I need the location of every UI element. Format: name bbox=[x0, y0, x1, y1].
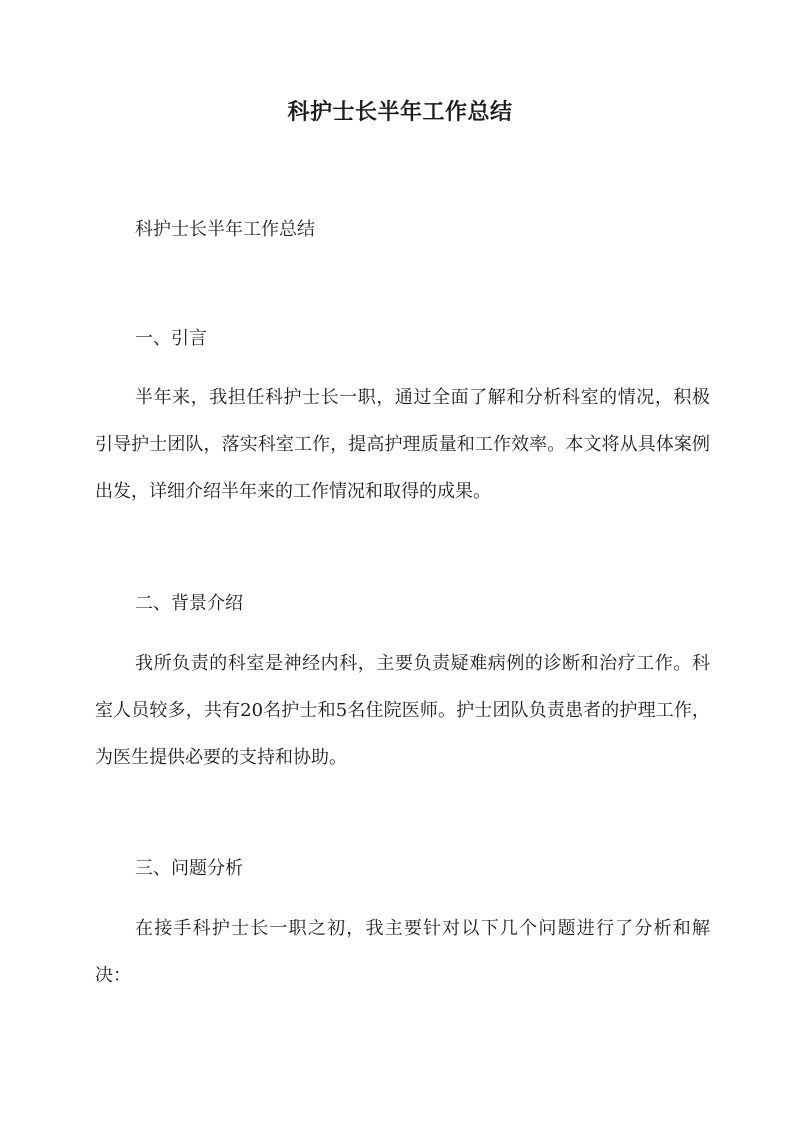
section-paragraph-introduction: 半年来，我担任科护士长一职，通过全面了解和分析科室的情况，积极引导护士团队，落实科室工作，提高护理质量和工作效率。本文将从具体案例出发，详细介绍半年来的工作情况和取得的成果。 bbox=[95, 387, 710, 502]
section-paragraph-background: 我所负责的科室是神经内科，主要负责疑难病例的诊断和治疗工作。科室人员较多，共有20名护士和5名住院医师。护士团队负责患者的护理工作，为医生提供必要的支持和协助。 bbox=[95, 653, 710, 768]
section-paragraph-problem-analysis: 在接手科护士长一职之初，我主要针对以下几个问题进行了分析和解决： bbox=[95, 918, 710, 986]
document-subtitle: 科护士长半年工作总结 bbox=[135, 219, 315, 240]
document-title: 科护士长半年工作总结 bbox=[287, 99, 513, 125]
section-heading-problem-analysis: 三、问题分析 bbox=[135, 858, 243, 879]
section-heading-background: 二、背景介绍 bbox=[135, 593, 243, 614]
section-heading-introduction: 一、引言 bbox=[135, 328, 207, 349]
